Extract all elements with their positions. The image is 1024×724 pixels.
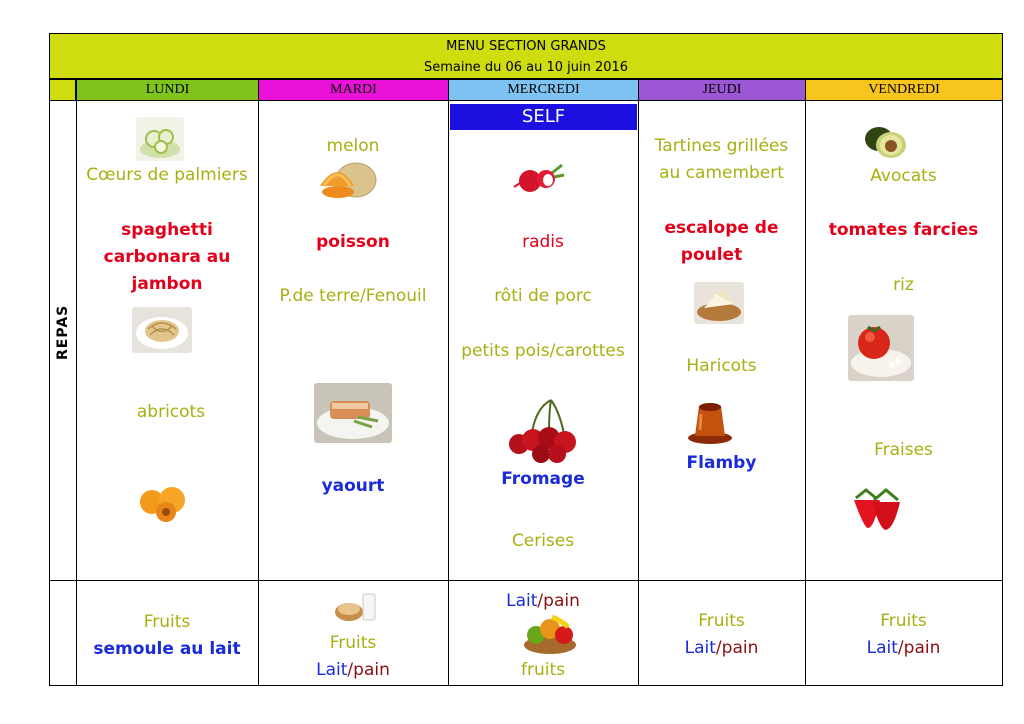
jeudi-main-line1: escalope de <box>664 218 779 238</box>
snack-mercredi-pain: /pain <box>537 591 580 611</box>
mardi-dessert: yaourt <box>321 476 385 496</box>
flamby-image <box>685 396 735 446</box>
day-header-jeudi: JEUDI <box>638 79 806 101</box>
jeudi-dessert: Flamby <box>686 453 757 473</box>
snack-jeudi-line1: Fruits <box>698 611 745 631</box>
snack-mercredi-line2: fruits <box>521 660 565 680</box>
menu-week: Semaine du 06 au 10 juin 2016 <box>423 60 629 75</box>
mercredi-cheese: Fromage <box>501 469 585 489</box>
jeudi-starter-line1: Tartines grillées <box>654 136 789 156</box>
lundi-starter: Cœurs de palmiers <box>86 165 248 185</box>
mercredi-starter: radis <box>522 232 564 252</box>
fish-dish-image <box>314 383 392 443</box>
snack-vendredi-line1: Fruits <box>880 611 927 631</box>
snack-mardi-line1: Fruits <box>329 633 377 653</box>
stuffed-tomato-image <box>848 315 914 381</box>
snack-lundi-line2: semoule au lait <box>93 639 241 659</box>
day-header-mercredi: MERCREDI <box>448 79 639 101</box>
mardi-starter: melon <box>326 136 380 156</box>
menu-title: MENU SECTION GRANDS <box>446 39 606 54</box>
lundi-main-line2: carbonara au <box>103 247 231 267</box>
vendredi-side: riz <box>893 275 914 295</box>
milk-bread-image <box>333 588 381 624</box>
jeudi-side: Haricots <box>686 356 757 376</box>
snack-vendredi-line2 <box>805 635 1002 661</box>
mercredi-dessert: Cerises <box>511 531 575 551</box>
fruit-basket-image <box>522 613 578 655</box>
spaghetti-image <box>132 307 192 353</box>
radish-image <box>508 163 566 195</box>
camembert-toast-image <box>694 282 744 324</box>
jeudi-starter-line2: au camembert <box>659 163 784 183</box>
snack-mardi-lait: Lait <box>316 660 348 680</box>
mardi-main: poisson <box>316 232 390 252</box>
lundi-main-line3: jambon <box>131 274 203 294</box>
day-header-lundi: LUNDI <box>76 79 259 101</box>
snack-mercredi-lait: Lait <box>506 591 538 611</box>
jeudi-main-line2: poulet <box>680 245 743 265</box>
snack-jeudi-pain: /pain <box>715 638 759 658</box>
melon-image <box>318 160 378 202</box>
strawberries-image <box>850 484 902 530</box>
day-header-vendredi: VENDREDI <box>805 79 1003 101</box>
self-badge: SELF <box>450 104 637 130</box>
day-header-mardi: MARDI <box>258 79 449 101</box>
mardi-side: P.de terre/Fenouil <box>279 286 427 306</box>
snack-mardi-line2 <box>258 657 448 683</box>
vendredi-main: tomates farcies <box>828 220 979 240</box>
snack-lundi-line1: Fruits <box>143 612 191 632</box>
mercredi-main: rôti de porc <box>494 286 592 306</box>
menu-header <box>49 33 1003 79</box>
snack-jeudi-lait: Lait <box>684 638 716 658</box>
vendredi-starter: Avocats <box>870 166 937 186</box>
mercredi-side: petits pois/carottes <box>461 341 625 361</box>
cherries-image <box>505 398 583 464</box>
snack-vendredi-pain: /pain <box>897 638 941 658</box>
snack-jeudi-line2 <box>638 635 805 661</box>
apricots-image <box>136 484 194 524</box>
snack-vendredi-lait: Lait <box>866 638 898 658</box>
avocado-image <box>861 123 909 161</box>
lundi-main-line1: spaghetti <box>121 220 213 240</box>
row-label-repas: REPAS <box>55 304 71 360</box>
snack-mercredi-line1 <box>448 588 638 614</box>
palm-hearts-image <box>136 117 184 161</box>
snack-mardi-pain: /pain <box>347 660 390 680</box>
lundi-dessert: abricots <box>136 402 206 422</box>
vendredi-dessert: Fraises <box>874 440 933 460</box>
day-corner <box>49 79 76 101</box>
